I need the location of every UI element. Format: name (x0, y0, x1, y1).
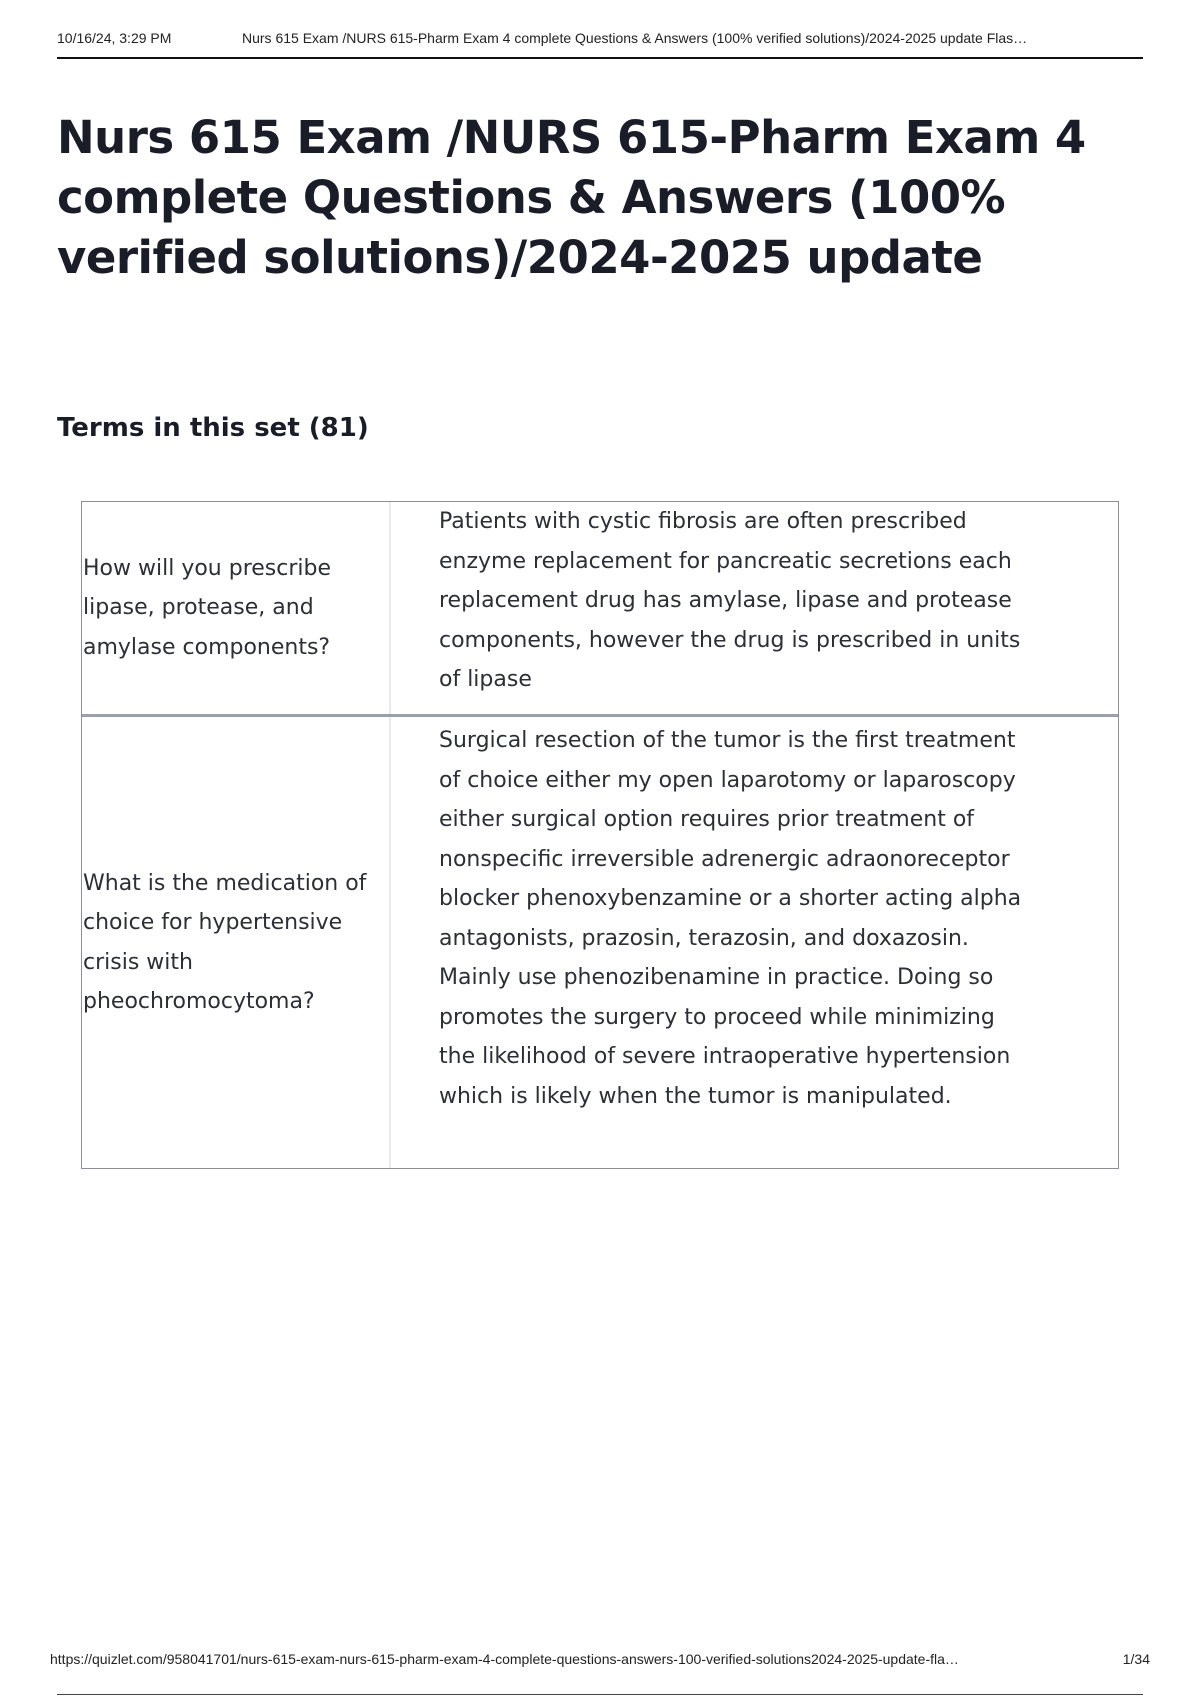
print-date: 10/16/24, 3:29 PM (57, 30, 172, 46)
term-text: What is the medication of choice for hypertensive crisis with pheochromocytoma? (82, 717, 391, 1168)
document-title: Nurs 615 Exam /NURS 615-Pharm Exam 4 complete Questions & Answers (100% verified solutions)/2024-2025 update (57, 111, 1086, 284)
footer-divider (57, 1694, 1143, 1695)
term-row (82, 714, 1118, 1168)
page-number: 1/34 (1122, 1651, 1150, 1667)
page-url: https://quizlet.com/958041701/nurs-615-exam-nurs-615-pharm-exam-4-complete-questions-answers-100-verified-solutions2024-2025-update-fla… (50, 1651, 959, 1667)
print-header (57, 30, 1143, 58)
definition-text: Patients with cystic fibrosis are often prescribed enzyme replacement for pancreatic secretions each replacement drug has amylase, lipase and protease components, however the drug is prescribed in units of lipase (439, 509, 1021, 692)
definition-text: Surgical resection of the tumor is the first treatment of choice either my open laparotomy or laparoscopy either surgical option requires prior treatment of nonspecific irreversible adrenergic adraonoreceptor blocker phenoxybenzamine or a shorter acting alpha antagonists, prazosin, terazosin, and doxazosin. Mainly use phenozibenamine in practice. Doing so promotes the surgery to proceed while minimizing the likelihood of severe intraoperative hypertension which is likely when the tumor is manipulated. (439, 728, 1022, 1109)
term-text: How will you prescribe lipase, protease, and amylase components? (82, 502, 391, 714)
term-row (82, 502, 1118, 714)
header-divider (57, 57, 1143, 59)
print-page-title: Nurs 615 Exam /NURS 615-Pharm Exam 4 complete Questions & Answers (100% verified solutions)/2024-2025 update Flas… (242, 30, 1028, 46)
terms-count-heading: Terms in this set (81) (57, 413, 369, 443)
print-footer (50, 1651, 1150, 1673)
terms-table (81, 501, 1119, 1169)
